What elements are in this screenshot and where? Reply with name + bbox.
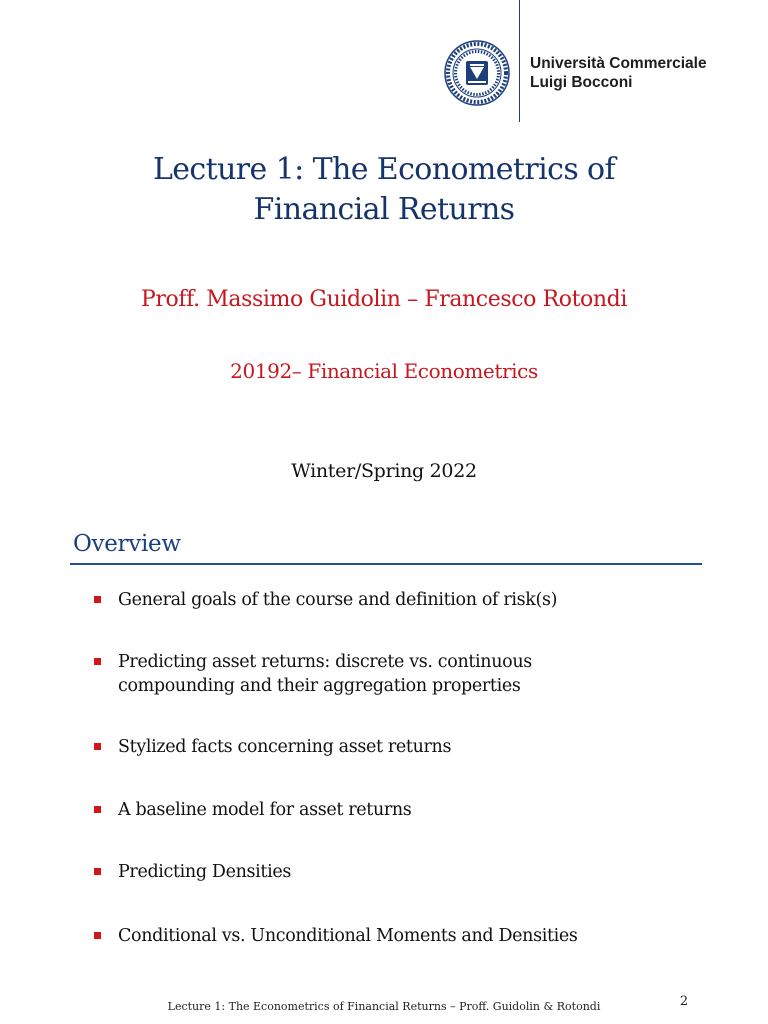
bullet-item — [94, 860, 694, 884]
bullet-square-icon — [94, 806, 101, 813]
bullet-item — [94, 650, 694, 698]
course-name: 20192– Financial Econometrics — [230, 359, 538, 383]
university-name-line1: Università Commerciale — [530, 55, 707, 72]
bullet-square-icon — [94, 658, 101, 665]
bullet-text: Conditional vs. Unconditional Moments and Densities — [118, 926, 578, 946]
bullet-item — [94, 924, 694, 948]
logo-divider — [519, 0, 520, 122]
bullet-square-icon — [94, 743, 101, 750]
bullet-text: General goals of the course and definition of risk(s) — [118, 590, 558, 610]
bullet-square-icon — [94, 868, 101, 875]
page-number: 2 — [679, 994, 689, 1009]
lecture-title-line1: Lecture 1: The Econometrics of — [152, 152, 616, 187]
bullet-text: Predicting Densities — [118, 862, 291, 882]
university-name-line2: Luigi Bocconi — [530, 74, 633, 91]
authors: Proff. Massimo Guidolin – Francesco Rotondi — [141, 287, 627, 312]
bullet-text: A baseline model for asset returns — [118, 800, 412, 820]
bullet-item — [94, 588, 694, 612]
slide-footer: Lecture 1: The Econometrics of Financial Returns – Proff. Guidolin & Rotondi — [167, 1000, 601, 1013]
bullet-square-icon — [94, 932, 101, 939]
bullet-text: Predicting asset returns: discrete vs. continuous — [118, 652, 532, 672]
bocconi-seal-logo — [444, 40, 510, 106]
heading-underline — [70, 563, 702, 565]
bullet-text: compounding and their aggregation properties — [118, 676, 521, 696]
lecture-title-line2: Financial Returns — [253, 192, 515, 227]
bullet-item — [94, 735, 694, 759]
bullet-square-icon — [94, 596, 101, 603]
bullet-item — [94, 798, 694, 822]
university-name — [530, 54, 707, 92]
lecture-title — [40, 150, 728, 230]
term: Winter/Spring 2022 — [291, 460, 477, 482]
overview-heading: Overview — [73, 531, 181, 557]
bullet-text: Stylized facts concerning asset returns — [118, 737, 452, 757]
